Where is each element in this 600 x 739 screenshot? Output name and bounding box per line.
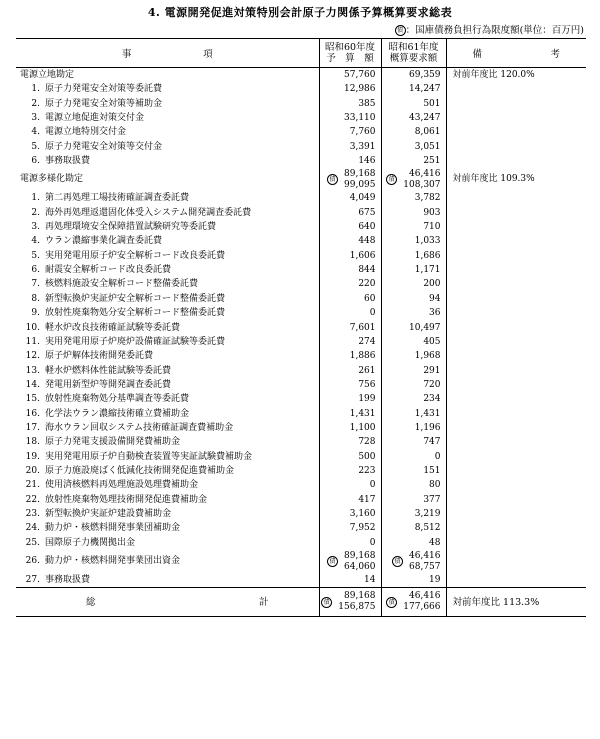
item-name	[16, 335, 319, 349]
item-number: 1.	[31, 193, 40, 204]
item-number: 24.	[25, 523, 40, 534]
item-label: 軽水炉燃料体性能試験等委託費	[45, 365, 172, 376]
table-row	[16, 349, 586, 363]
item-label: 実用発電用原子炉廃炉設備確証試験等委託費	[45, 336, 226, 347]
item-fy60: 1,606	[319, 249, 381, 263]
table-row	[16, 550, 586, 573]
item-fy61: 747	[381, 435, 446, 449]
header-fy60: 昭和60年度 予 算 額	[319, 39, 381, 68]
table-body	[16, 68, 586, 588]
item-remark	[446, 478, 586, 492]
budget-table	[16, 38, 586, 617]
item-fy60: 4,049	[319, 191, 381, 205]
item-label: 実用発電用原子炉安全解析コード改良委託費	[45, 250, 226, 261]
item-fy60: 500	[319, 450, 381, 464]
item-fy60: 0	[319, 306, 381, 320]
item-name	[16, 321, 319, 335]
item-number: 20.	[25, 465, 40, 476]
table-row	[16, 435, 586, 449]
item-fy61: 43,247	[381, 111, 446, 125]
item-number: 5.	[31, 141, 40, 152]
item-fy61: 377	[381, 493, 446, 507]
item-label: 事務取扱費	[45, 156, 91, 167]
item-label: 事務取扱費	[45, 575, 91, 585]
item-remark	[446, 125, 586, 139]
table-row	[16, 234, 586, 248]
item-number: 2.	[31, 98, 40, 109]
item-fy60: 220	[319, 277, 381, 291]
item-fy60: 12,986	[319, 82, 381, 96]
item-label: 化学法ウラン濃縮技術確立費補助金	[45, 408, 190, 419]
header-item: 事 項	[16, 39, 319, 68]
total-row	[16, 588, 586, 617]
item-fy60: 3,391	[319, 140, 381, 154]
item-label: 原子炉解体技術開発委託費	[45, 351, 154, 362]
item-name	[16, 378, 319, 392]
item-label: 原子力発電支援設備開発費補助金	[45, 437, 181, 448]
section-fy60: 57,760	[319, 68, 381, 83]
item-fy61: 0	[381, 450, 446, 464]
item-label: 動力炉・核燃料開発事業団出資金	[45, 556, 181, 566]
item-label: 原子力施設廃ばく低減化技術開発促進費補助金	[45, 465, 235, 476]
item-remark	[446, 521, 586, 535]
item-fy60: 7,952	[319, 521, 381, 535]
item-remark	[446, 249, 586, 263]
item-fy60: 675	[319, 206, 381, 220]
item-label: 発電用新型炉等開発調査委託費	[45, 379, 172, 390]
table-row	[16, 249, 586, 263]
item-fy60: 199	[319, 392, 381, 406]
table-row	[16, 392, 586, 406]
item-fy61: 債 46,416 68,757	[381, 550, 446, 573]
item-fy61: 200	[381, 277, 446, 291]
item-remark	[446, 335, 586, 349]
table-row	[16, 573, 586, 588]
item-number: 23.	[25, 508, 40, 519]
table-row	[16, 82, 586, 96]
debt-mark-icon: 債	[386, 597, 397, 608]
item-fy61: 19	[381, 573, 446, 588]
section-fy60: 債 89,168 99,095	[319, 168, 381, 191]
item-name	[16, 191, 319, 205]
table-row	[16, 220, 586, 234]
item-remark	[446, 220, 586, 234]
item-number: 14.	[25, 379, 40, 390]
item-remark	[446, 206, 586, 220]
item-number: 21.	[25, 480, 40, 491]
item-number: 4.	[31, 127, 40, 138]
item-fy60: 417	[319, 493, 381, 507]
item-fy60: 261	[319, 364, 381, 378]
item-fy60: 756	[319, 378, 381, 392]
total-fy60: 債 89,168 156,875	[319, 588, 381, 617]
item-fy60: 385	[319, 97, 381, 111]
header-row	[16, 39, 586, 68]
total-fy61: 債 46,416 177,666	[381, 588, 446, 617]
table-row	[16, 421, 586, 435]
item-name	[16, 450, 319, 464]
item-label: 放射性廃棄物処分安全解析コード整備委託費	[45, 308, 226, 319]
item-number: 8.	[31, 293, 40, 304]
table-row	[16, 292, 586, 306]
item-fy61: 151	[381, 464, 446, 478]
item-name	[16, 306, 319, 320]
item-remark	[446, 263, 586, 277]
table-row	[16, 125, 586, 139]
item-number: 2.	[31, 207, 40, 218]
item-remark	[446, 277, 586, 291]
item-label: 放射性廃棄物処理技術開発促進費補助金	[45, 494, 208, 505]
table-row	[16, 378, 586, 392]
table-row	[16, 464, 586, 478]
item-number: 12.	[25, 351, 40, 362]
item-fy60: 7,760	[319, 125, 381, 139]
item-label: 電源立地特別交付金	[45, 127, 127, 138]
item-name	[16, 573, 319, 588]
section-row	[16, 168, 586, 191]
item-name	[16, 220, 319, 234]
item-label: 電源立地促進対策交付金	[45, 113, 145, 124]
item-fy61: 720	[381, 378, 446, 392]
table-row	[16, 335, 586, 349]
item-remark	[446, 378, 586, 392]
item-fy61: 501	[381, 97, 446, 111]
item-remark	[446, 191, 586, 205]
debt-mark-icon: 債	[395, 25, 406, 36]
item-name	[16, 392, 319, 406]
item-name	[16, 435, 319, 449]
table-row	[16, 450, 586, 464]
item-fy61: 36	[381, 306, 446, 320]
table-row	[16, 154, 586, 168]
item-fy61: 1,171	[381, 263, 446, 277]
item-remark	[446, 407, 586, 421]
item-label: 国際原子力機関拠出金	[45, 537, 136, 548]
item-fy60: 448	[319, 234, 381, 248]
item-fy60: 7,601	[319, 321, 381, 335]
item-number: 5.	[31, 250, 40, 261]
item-fy60: 1,886	[319, 349, 381, 363]
item-name	[16, 97, 319, 111]
item-fy60: 60	[319, 292, 381, 306]
item-label: 新型転換炉実証炉安全解析コード整備委託費	[45, 293, 226, 304]
debt-mark-icon: 債	[327, 556, 338, 567]
item-label: 原子力発電安全対策等委託費	[45, 84, 163, 95]
table-row	[16, 306, 586, 320]
item-remark	[446, 464, 586, 478]
section-name: 電源多様化勘定	[20, 174, 84, 185]
item-number: 17.	[25, 422, 40, 433]
item-number: 27.	[25, 575, 40, 585]
item-number: 11.	[25, 336, 40, 347]
item-remark	[446, 507, 586, 521]
section-remark: 対前年度比 109.3%	[446, 168, 586, 191]
table-row	[16, 521, 586, 535]
item-name	[16, 154, 319, 168]
item-remark	[446, 111, 586, 125]
table-row	[16, 111, 586, 125]
item-fy61: 8,061	[381, 125, 446, 139]
item-fy61: 903	[381, 206, 446, 220]
table-row	[16, 321, 586, 335]
item-number: 13.	[25, 365, 40, 376]
item-number: 1.	[31, 84, 40, 95]
item-fy60: 274	[319, 335, 381, 349]
item-fy61: 291	[381, 364, 446, 378]
debt-mark-icon: 債	[392, 556, 403, 567]
item-name	[16, 111, 319, 125]
item-number: 22.	[25, 494, 40, 505]
item-fy61: 1,431	[381, 407, 446, 421]
item-remark	[446, 550, 586, 573]
item-name	[16, 206, 319, 220]
item-name	[16, 421, 319, 435]
item-number: 19.	[25, 451, 40, 462]
item-remark	[446, 97, 586, 111]
item-fy60: 0	[319, 536, 381, 550]
item-name	[16, 82, 319, 96]
table-row	[16, 407, 586, 421]
item-remark	[446, 234, 586, 248]
item-fy60: 223	[319, 464, 381, 478]
header-fy61: 昭和61年度 概算要求額	[381, 39, 446, 68]
item-remark	[446, 349, 586, 363]
item-label: 耐震安全解析コード改良委託費	[45, 265, 172, 276]
item-remark	[446, 306, 586, 320]
item-fy60: 728	[319, 435, 381, 449]
item-name	[16, 292, 319, 306]
item-label: 再処理環境安全保障措置試験研究等委託費	[45, 222, 217, 233]
item-fy61: 405	[381, 335, 446, 349]
item-remark	[446, 573, 586, 588]
debt-mark-icon: 債	[327, 174, 338, 185]
item-label: 海水ウラン回収システム技術確証調査費補助金	[45, 422, 234, 433]
item-fy60: 1,100	[319, 421, 381, 435]
table-row	[16, 191, 586, 205]
item-fy61: 94	[381, 292, 446, 306]
item-name	[16, 364, 319, 378]
page-title: 4. 電源開発促進対策特別会計原子力関係予算概算要求総表	[147, 6, 453, 19]
item-label: 原子力発電安全対策等補助金	[45, 98, 163, 109]
item-number: 3.	[31, 113, 40, 124]
item-number: 6.	[31, 156, 40, 167]
item-fy61: 10,497	[381, 321, 446, 335]
item-number: 18.	[25, 437, 40, 448]
section-fy61: 債 46,416 108,307	[381, 168, 446, 191]
item-label: ウラン濃縮事業化調査委託費	[45, 236, 163, 247]
item-label: 使用済核燃料再処理施設処理費補助金	[45, 480, 199, 491]
item-number: 26.	[25, 556, 40, 566]
table-row	[16, 263, 586, 277]
item-number: 15.	[25, 394, 40, 405]
header-remarks: 備 考	[446, 39, 586, 68]
item-name	[16, 249, 319, 263]
item-fy60: 1,431	[319, 407, 381, 421]
item-fy61: 8,512	[381, 521, 446, 535]
item-remark	[446, 450, 586, 464]
section-row	[16, 68, 586, 83]
table-row	[16, 507, 586, 521]
section-name: 電源立地勘定	[20, 70, 75, 80]
item-name	[16, 263, 319, 277]
item-fy61: 710	[381, 220, 446, 234]
item-remark	[446, 435, 586, 449]
item-name	[16, 478, 319, 492]
item-number: 16.	[25, 408, 40, 419]
item-fy61: 3,219	[381, 507, 446, 521]
table-row	[16, 206, 586, 220]
item-remark	[446, 154, 586, 168]
item-fy60: 640	[319, 220, 381, 234]
total-remark: 対前年度比 113.3%	[446, 588, 586, 617]
item-number: 3.	[31, 222, 40, 233]
item-name	[16, 464, 319, 478]
item-number: 6.	[31, 265, 40, 276]
item-fy61: 251	[381, 154, 446, 168]
item-remark	[446, 364, 586, 378]
section-remark: 対前年度比 120.0%	[446, 68, 586, 83]
item-fy61: 1,196	[381, 421, 446, 435]
table-row	[16, 140, 586, 154]
unit-note	[395, 22, 584, 36]
item-remark	[446, 140, 586, 154]
item-name	[16, 234, 319, 248]
item-fy60: 33,110	[319, 111, 381, 125]
item-fy60: 146	[319, 154, 381, 168]
item-number: 9.	[31, 308, 40, 319]
item-fy60: 債 89,168 64,060	[319, 550, 381, 573]
item-name	[16, 493, 319, 507]
item-remark	[446, 292, 586, 306]
item-label: 放射性廃棄物処分基準調査等委託費	[45, 394, 190, 405]
item-label: 核燃料施設安全解析コード整備委託費	[45, 279, 199, 290]
unit-note-text: ：国庫債務負担行為限度額(単位：百万円)	[405, 25, 584, 36]
item-name	[16, 277, 319, 291]
item-remark	[446, 82, 586, 96]
item-label: 海外再処理返還固化体受入システム開発調査委託費	[45, 207, 252, 218]
item-number: 10.	[25, 322, 40, 333]
item-name	[16, 536, 319, 550]
item-fy61: 234	[381, 392, 446, 406]
item-fy61: 1,033	[381, 234, 446, 248]
item-remark	[446, 536, 586, 550]
debt-mark-icon: 債	[386, 174, 397, 185]
item-number: 7.	[31, 279, 40, 290]
item-label: 軽水炉改良技術確証試験等委託費	[45, 322, 181, 333]
item-name	[16, 349, 319, 363]
item-fy60: 14	[319, 573, 381, 588]
item-label: 新型転換炉実証炉建設費補助金	[45, 508, 172, 519]
total-label: 総 計	[16, 588, 319, 617]
table-row	[16, 364, 586, 378]
table-row	[16, 277, 586, 291]
item-name	[16, 140, 319, 154]
item-fy61: 80	[381, 478, 446, 492]
item-name	[16, 550, 319, 573]
table-row	[16, 478, 586, 492]
item-label: 動力炉・核燃料開発事業団補助金	[45, 523, 181, 534]
table-row	[16, 536, 586, 550]
item-number: 4.	[31, 236, 40, 247]
item-fy61: 3,782	[381, 191, 446, 205]
item-label: 原子力発電安全対策等交付金	[45, 141, 163, 152]
item-fy61: 1,686	[381, 249, 446, 263]
item-name	[16, 507, 319, 521]
item-label: 実用発電用原子炉自動検査装置等実証試験費補助金	[45, 451, 253, 462]
item-fy61: 48	[381, 536, 446, 550]
item-remark	[446, 493, 586, 507]
item-label: 第二再処理工場技術確証調査委託費	[45, 193, 190, 204]
item-fy60: 844	[319, 263, 381, 277]
item-fy61: 1,968	[381, 349, 446, 363]
item-fy60: 0	[319, 478, 381, 492]
table-row	[16, 493, 586, 507]
item-fy61: 3,051	[381, 140, 446, 154]
debt-mark-icon: 債	[321, 597, 332, 608]
item-fy60: 3,160	[319, 507, 381, 521]
item-fy61: 14,247	[381, 82, 446, 96]
item-name	[16, 125, 319, 139]
item-remark	[446, 392, 586, 406]
item-name	[16, 407, 319, 421]
item-remark	[446, 421, 586, 435]
item-remark	[446, 321, 586, 335]
section-fy61: 69,359	[381, 68, 446, 83]
table-row	[16, 97, 586, 111]
item-name	[16, 521, 319, 535]
item-number: 25.	[25, 537, 40, 548]
